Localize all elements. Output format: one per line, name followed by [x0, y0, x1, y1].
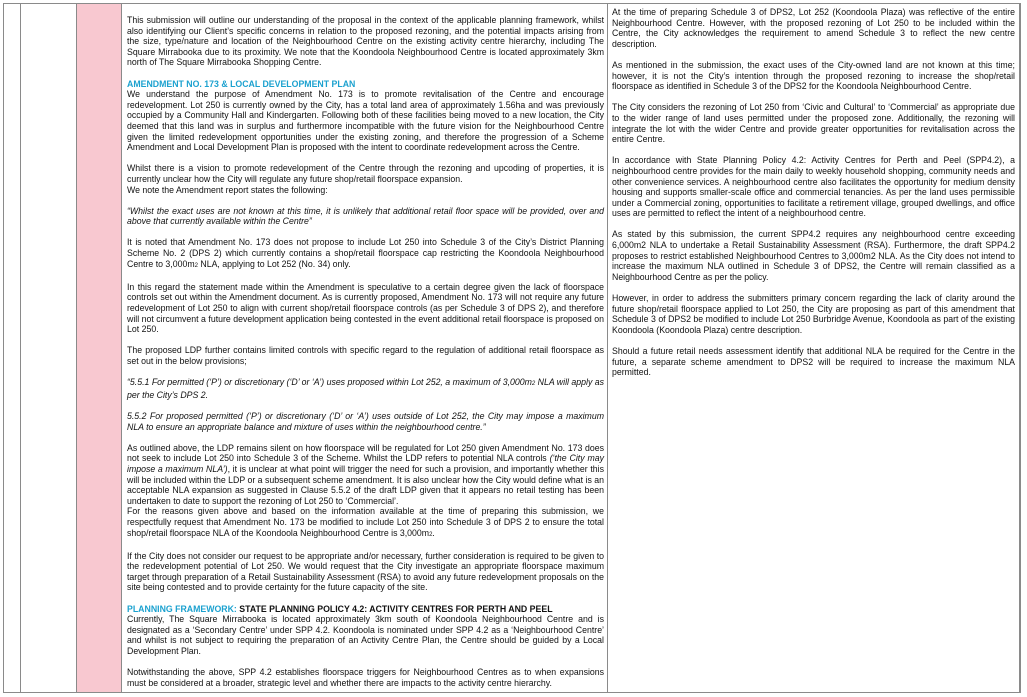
response-paragraph-2: As mentioned in the submission, the exact uses of the City-owned land are not known at this time; however, it is not the City’s intention through the proposed rezoning to increase the shop/retail floorspace as identified in Schedule 3 of the DPS2 for the Koondoola Neighbourhood Centre.	[612, 59, 1015, 92]
row-marker-column	[4, 4, 21, 692]
rsa-paragraph: If the City does not consider our request to be appropriate and/or necessary, further consideration is required to be given to the redevelopment potential of Lot 250. We would request that the City investigate an appropriate floorspace maximum target through preparation of a Retail Sustainability Assessment (RSA) to avoid any future redevelopment proposals on the site being contested and to provide certainty for the future capacity of the site.	[127, 550, 604, 593]
response-paragraph-1: At the time of preparing Schedule 3 of DPS2, Lot 252 (Koondoola Plaza) was reflective of the entire Neighbourhood Centre. However, with the proposed rezoning of Lot 250 to be included within the Centre, the City acknowledges the requirement to amend Schedule 3 to reflect the new centre description.	[612, 7, 1015, 49]
understand-paragraph: We understand the purpose of Amendment No. 173 is to promote revitalisation of the Centre and encourage redevelopment. Lot 250 is currently owned by the City, has a total land area of approximately 1.56ha and was previously occupied by a Community Hall and Kindergarten. Following both of these facilities being moved to a new location, the City deemed that this land was in surplus and furthermore incompatible with the future vision for the Neighbourhood Centre given the limited redevelopment opportunities under the existing zoning, and therefore the progression of a Scheme Amendment and Local Development Plan is proposed with the intent to coordinate redevelopment across the Centre.	[127, 89, 604, 153]
response-paragraph-5: As stated by this submission, the current SPP4.2 requires any neighbourhood centre exceeding 6,000m2 NLA to undertake a Retail Sustainability Assessment (RSA). Furthermore, the draft SPP4.2 proposes to restrict established Neighbourhood Centres to 3,000m2 NLA. As the City does not intend to increase the maximum NLA outlined in Schedule 3 of DPS2, the Centre will remain classified as a Neighbourhood Centre as per the policy.	[612, 229, 1015, 282]
response-paragraph-4: In accordance with State Planning Policy 4.2: Activity Centres for Perth and Peel (SPP4.2), a neighbourhood centre provides for the main daily to weekly household shopping, community needs and other convenience services. A neighbourhood centre also facilitates the opportunity for medium density housing and supports smaller-scale office and commercial tenancies. As per the land uses permissible under a Commercial zoning, opportunities to facilitate a retirement village, grouped dwellings, and office uses are permitted to reflect the intent of a neighbourhood centre.	[612, 155, 1015, 219]
ldp-paragraph: The proposed LDP further contains limited controls with specific regard to the regulation of additional retail floorspace as set out in the below provisions;	[127, 345, 604, 366]
vision-paragraph: Whilst there is a vision to promote redevelopment of the Centre through the rezoning and upcoding of properties, it is currently unclear how the City will regulate any future shop/retail floorspace expansion.	[127, 163, 604, 184]
currently-paragraph: Currently, The Square Mirrabooka is located approximately 3km south of Koondoola Neighbourhood Centre and is designated as a ‘Secondary Centre’ under SPP 4.2. Koondoola is nominated under SPP 4.2 as a ‘Neighbourhood Centre’ and whilst is not subject to requiring the preparation of an Activity Centre Plan, the Centre should be guided by a Local Development Plan.	[127, 614, 604, 657]
planning-framework-heading: PLANNING FRAMEWORK: STATE PLANNING POLICY 4.2: ACTIVITY CENTRES FOR PERTH AND PEEL	[127, 603, 553, 614]
triggers-paragraph: Notwithstanding the above, SPP 4.2 establishes floorspace triggers for Neighbourhood Centres as to when expansions must be considered at a broader, strategic level and whether there are impacts to the activity centre hierarchy.	[127, 667, 604, 688]
response-paragraph-7: Should a future retail needs assessment identify that additional NLA be required for the Centre in the future, a separate scheme amendment to DPS2 will be required to increase the maximum NLA permitted.	[612, 346, 1015, 378]
submission-text-column	[122, 4, 608, 692]
speculative-paragraph: In this regard the statement made within the Amendment is speculative to a certain degree given the lack of floorspace controls set out within the Amendment document. As is currently proposed, Amendment No. 173 will not require any future redevelopment of Lot 250 to align with current shop/retail floorspace controls (as per Schedule 3 of DPS 2), and therefore will not circumvent a future development application being contested in the event additional retail floorspace is proposed on Lot 250.	[127, 281, 604, 335]
clause-551-quote: “5.5.1 For permitted (‘P’) or discretionary (‘D’ or ‘A’) uses proposed within Lot 252, a maximum of 3,000m2 NLA will apply as per the City’s DPS 2.	[127, 377, 604, 400]
exact-uses-quote: “Whilst the exact uses are not known at this time, it is unlikely that additional retail floor space will be provided, over and above that currently available within the Centre”	[127, 205, 604, 227]
highlight-column	[77, 4, 122, 692]
response-paragraph-3: The City considers the rezoning of Lot 250 from ‘Civic and Cultural’ to ‘Commercial’ as appropriate due to the wider range of land uses permitted under the proposed zone. Additionally, the rezoning will integrate the lot with the wider Centre and provide greater opportunities for revitalisation across the entire Centre.	[612, 102, 1015, 145]
outlined-paragraph: As outlined above, the LDP remains silent on how floorspace will be regulated for Lot 250 given Amendment No. 173 does not seek to include Lot 250 into Schedule 3 of the Scheme. Whilst the LDP refers to potential NLA controls (‘the City may impose a maximum NLA’), it is unclear at what point will trigger the need for such a provision, and importantly whether this will be included within the LDP or a subsequent scheme amendment. It is also unclear how the City would define what is an acceptable NLA expansion as suggested in Clause 5.5.2 of the draft LDP given that it appears no retail testing has been undertaken to date to support the rezoning of Lot 250 to ‘Commercial’.	[127, 442, 605, 506]
submissions-table	[3, 3, 1021, 693]
we-note-paragraph: We note the Amendment report states the following:	[127, 184, 328, 195]
request-paragraph: For the reasons given above and based on the information available at the time of preparing this submission, we respectfully request that Amendment No. 173 be modified to include Lot 250 into Schedule 3 of DPS 2 to ensure the total shop/retail floorspace NLA of the Koondoola Neighbourhood Centre is 3,000m2.	[127, 506, 604, 538]
intro-paragraph: This submission will outline our understanding of the proposal in the context of the applicable planning framework, whilst also identifying our Client’s specific concerns in relation to the proposed rezoning, and the potential impacts arising from the size, type/nature and location of the Neighbourhood Centre on the existing activity centre hierarchy, including The Square Mirrabooka due to its proximity. We note that the Koondoola Neighbourhood Centre is located approximately 3km north of The Square Mirrabooka Shopping Centre.	[127, 15, 604, 68]
city-response-column	[608, 4, 1020, 692]
submission-number-column	[21, 4, 77, 692]
schedule-3-paragraph: It is noted that Amendment No. 173 does not propose to include Lot 250 into Schedule 3 of the City’s District Planning Scheme No. 2 (DPS 2) which currently contains a shop/retail floorspace cap restricting the Koondoola Neighbourhood Centre to 3,000m2 NLA, applying to Lot 252 (No. 34) only.	[127, 237, 604, 269]
clause-552-quote: 5.5.2 For proposed permitted (‘P’) or discretionary (‘D’ or ‘A’) uses outside of Lot 252, the City may impose a maximum NLA to ensure an appropriate balance and mixture of uses within the neighbourhood centre.”	[127, 410, 604, 432]
amendment-heading: AMENDMENT NO. 173 & LOCAL DEVELOPMENT PLAN	[127, 78, 356, 89]
response-paragraph-6: However, in order to address the submitters primary concern regarding the lack of clarity around the future shop/retail floorspace applied to Lot 250, the City are proposing as part of this amendment that Schedule 3 of DPS2 be modified to include Lot 250 Burbridge Avenue, Koondoola as part of the existing Koondoola (Koondoola Plaza) centre description.	[612, 293, 1015, 335]
